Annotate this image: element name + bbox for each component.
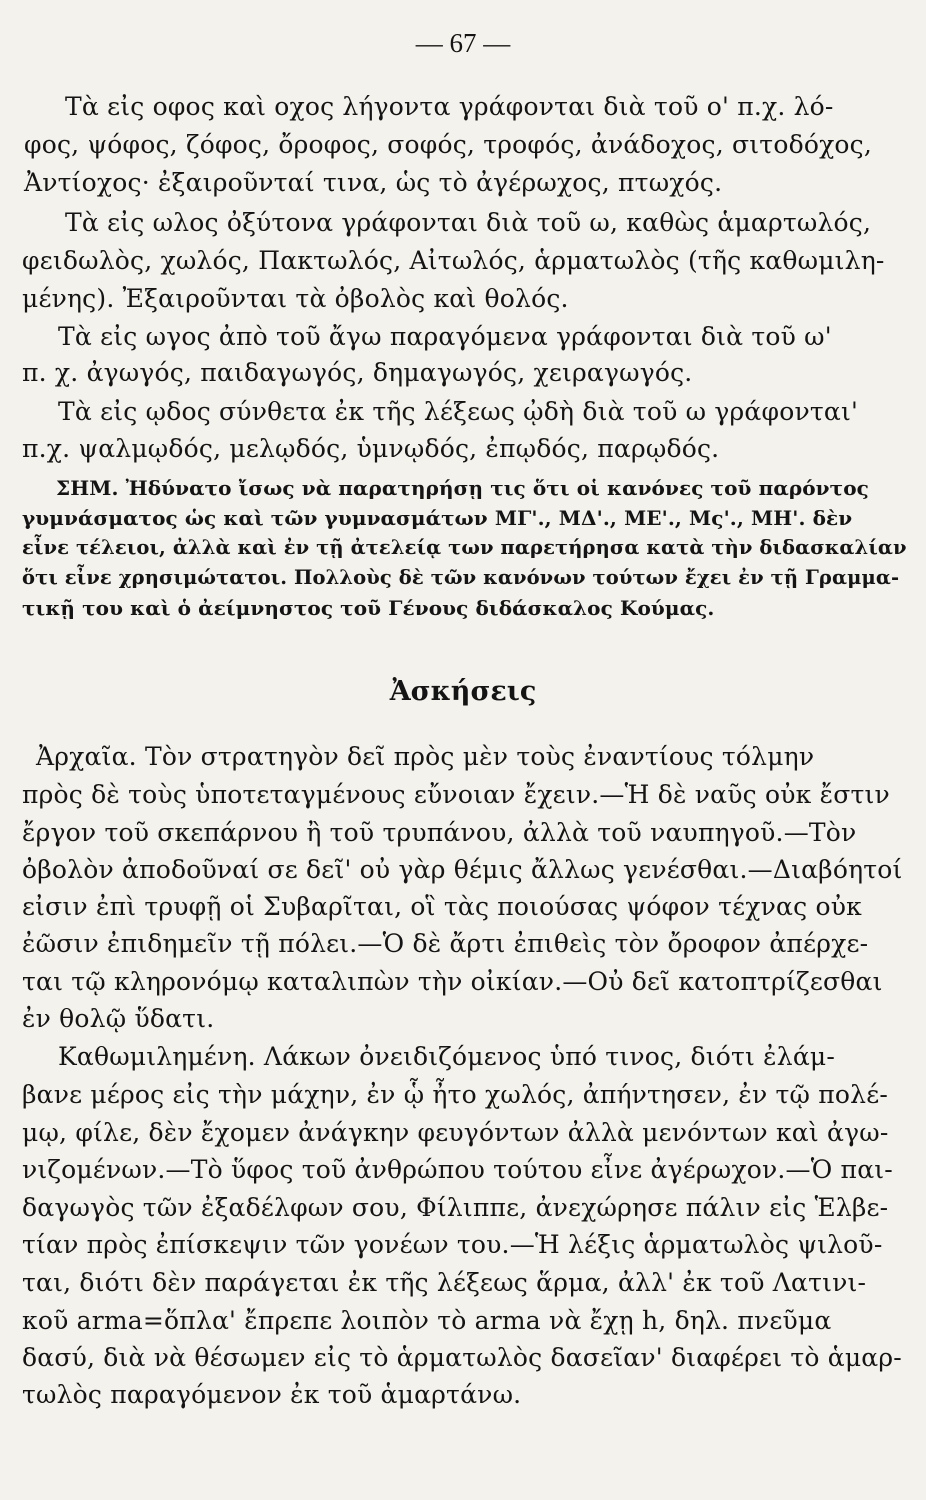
text-line: π.χ. ψαλμῳδός, μελῳδός, ὑμνῳδός, ἐπῳδός, παρῳδός. [22, 434, 720, 463]
text-line: ἔργον τοῦ σκεπάρνου ἢ τοῦ τρυπάνου, ἀλλὰ τοῦ ναυπηγοῦ.—Τὸν [22, 818, 857, 847]
text-line: φος, ψόφος, ζόφος, ὄροφος, σοφός, τροφός, ἀνάδοχος, σιτοδόχος, [24, 130, 873, 159]
text-line: ται τῷ κληρονόμῳ καταλιπὼν τὴν οἰκίαν.—Οὐ δεῖ κατοπτρίζεσθαι [22, 967, 883, 996]
page-number: — 67 — [415, 28, 511, 58]
text-line: πρὸς δὲ τοὺς ὑποτεταγμένους εὔνοιαν ἔχειν.—Ἡ δὲ ναῦς οὐκ ἔστιν [22, 780, 890, 809]
note-line: τικῇ του καὶ ὁ ἀείμνηστος τοῦ Γένους διδάσκαλος Κούμας. [22, 596, 715, 620]
note-line: ΣΗΜ. Ἠδύνατο ἴσως νὰ παρατηρήσῃ τις ὅτι οἱ κανόνες τοῦ παρόντος [56, 476, 869, 500]
text-line: τωλὸς παραγόμενον ἐκ τοῦ ἁμαρτάνω. [22, 1380, 522, 1409]
text-line: νιζομένων.—Τὸ ὕφος τοῦ ἀνθρώπου τούτου εἶνε ἀγέρωχον.—Ὁ παι- [22, 1155, 893, 1184]
text-line: μῳ, φίλε, δὲν ἔχομεν ἀνάγκην φευγόντων ἀλλὰ μενόντων καὶ ἀγω- [22, 1118, 889, 1147]
text-line: μένης). Ἐξαιροῦνται τὰ ὀβολὸς καὶ θολός. [22, 284, 569, 313]
text-line: ὀβολὸν ἀποδοῦναί σε δεῖ' οὐ γὰρ θέμις ἄλλως γενέσθαι.—Διαβόητοί [22, 855, 903, 884]
note-line: ὅτι εἶνε χρησιμώτατοι. Πολλοὺς δὲ τῶν κανόνων τούτων ἔχει ἐν τῇ Γραμμα- [22, 566, 900, 589]
text-line: εἰσιν ἐπὶ τρυφῇ οἱ Συβαρῖται, οἳ τὰς ποιούσας ψόφον τέχνας οὐκ [22, 892, 862, 921]
note-line: γυμνάσματος ὡς καὶ τῶν γυμνασμάτων ΜΓ'., ΜΔ'., ΜΕ'., Μς'., ΜΗ'. δὲν [22, 506, 853, 530]
note-line: εἶνε τέλειοι, ἀλλὰ καὶ ἐν τῇ ἀτελείᾳ των παρετήρησα κατὰ τὴν διδασκαλίαν [22, 536, 907, 559]
text-line: κοῦ arma=ὅπλα' ἔπρεπε λοιπὸν τὸ arma νὰ ἔχῃ h, δηλ. πνεῦμα [22, 1306, 832, 1335]
text-line: δασύ, διὰ νὰ θέσωμεν εἰς τὸ ἁρματωλὸς δασεῖαν' διαφέρει τὸ ἁμαρ- [22, 1343, 902, 1372]
text-line: τίαν πρὸς ἐπίσκεψιν τῶν γονέων του.—Ἡ λέξις ἁρματωλὸς ψιλοῦ- [22, 1230, 883, 1259]
text-line: Τὰ εἰς ωγος ἀπὸ τοῦ ἄγω παραγόμενα γράφονται διὰ τοῦ ω' [58, 322, 832, 351]
text-line: Τὰ εἰς οφος καὶ οχος λήγοντα γράφονται διὰ τοῦ ο' π.χ. λό- [65, 92, 834, 121]
text-line: π. χ. ἀγωγός, παιδαγωγός, δημαγωγός, χειραγωγός. [22, 358, 693, 387]
text-line: δαγωγὸς τῶν ἐξαδέλφων σου, Φίλιππε, ἀνεχώρησε πάλιν εἰς Ἑλβε- [22, 1193, 889, 1222]
text-line: βανε μέρος εἰς τὴν μάχην, ἐν ᾧ ἦτο χωλός, ἀπήντησεν, ἐν τῷ πολέ- [22, 1080, 889, 1109]
text-line: ἐν θολῷ ὕδατι. [22, 1004, 215, 1033]
text-line: Ἀντίοχος· ἐξαιροῦνταί τινα, ὡς τὸ ἀγέρωχος, πτωχός. [24, 168, 723, 197]
text-line: ἐῶσιν ἐπιδημεῖν τῇ πόλει.—Ὁ δὲ ἄρτι ἐπιθεὶς τὸν ὄροφον ἀπέρχε- [22, 929, 869, 958]
text-line: Καθωμιλημένη. Λάκων ὀνειδιζόμενος ὑπό τινος, διότι ἐλάμ- [58, 1042, 836, 1071]
text-line: φειδωλὸς, χωλός, Πακτωλός, Αἰτωλός, ἁρματωλὸς (τῆς καθωμιλη- [22, 246, 885, 275]
text-line: Τὰ εἰς ῳδος σύνθετα ἐκ τῆς λέξεως ᾠδὴ διὰ τοῦ ω γράφονται' [58, 397, 859, 426]
text-line: Ἀρχαῖα. Τὸν στρατηγὸν δεῖ πρὸς μὲν τοὺς ἐναντίους τόλμην [36, 742, 815, 771]
text-line: ται, διότι δὲν παράγεται ἐκ τῆς λέξεως ἅρμα, ἀλλ' ἐκ τοῦ Λατινι- [22, 1268, 867, 1297]
text-line: Τὰ εἰς ωλος ὀξύτονα γράφονται διὰ τοῦ ω, καθὼς ἁμαρτωλός, [65, 208, 872, 237]
section-heading: Ἀσκήσεις [389, 676, 537, 707]
